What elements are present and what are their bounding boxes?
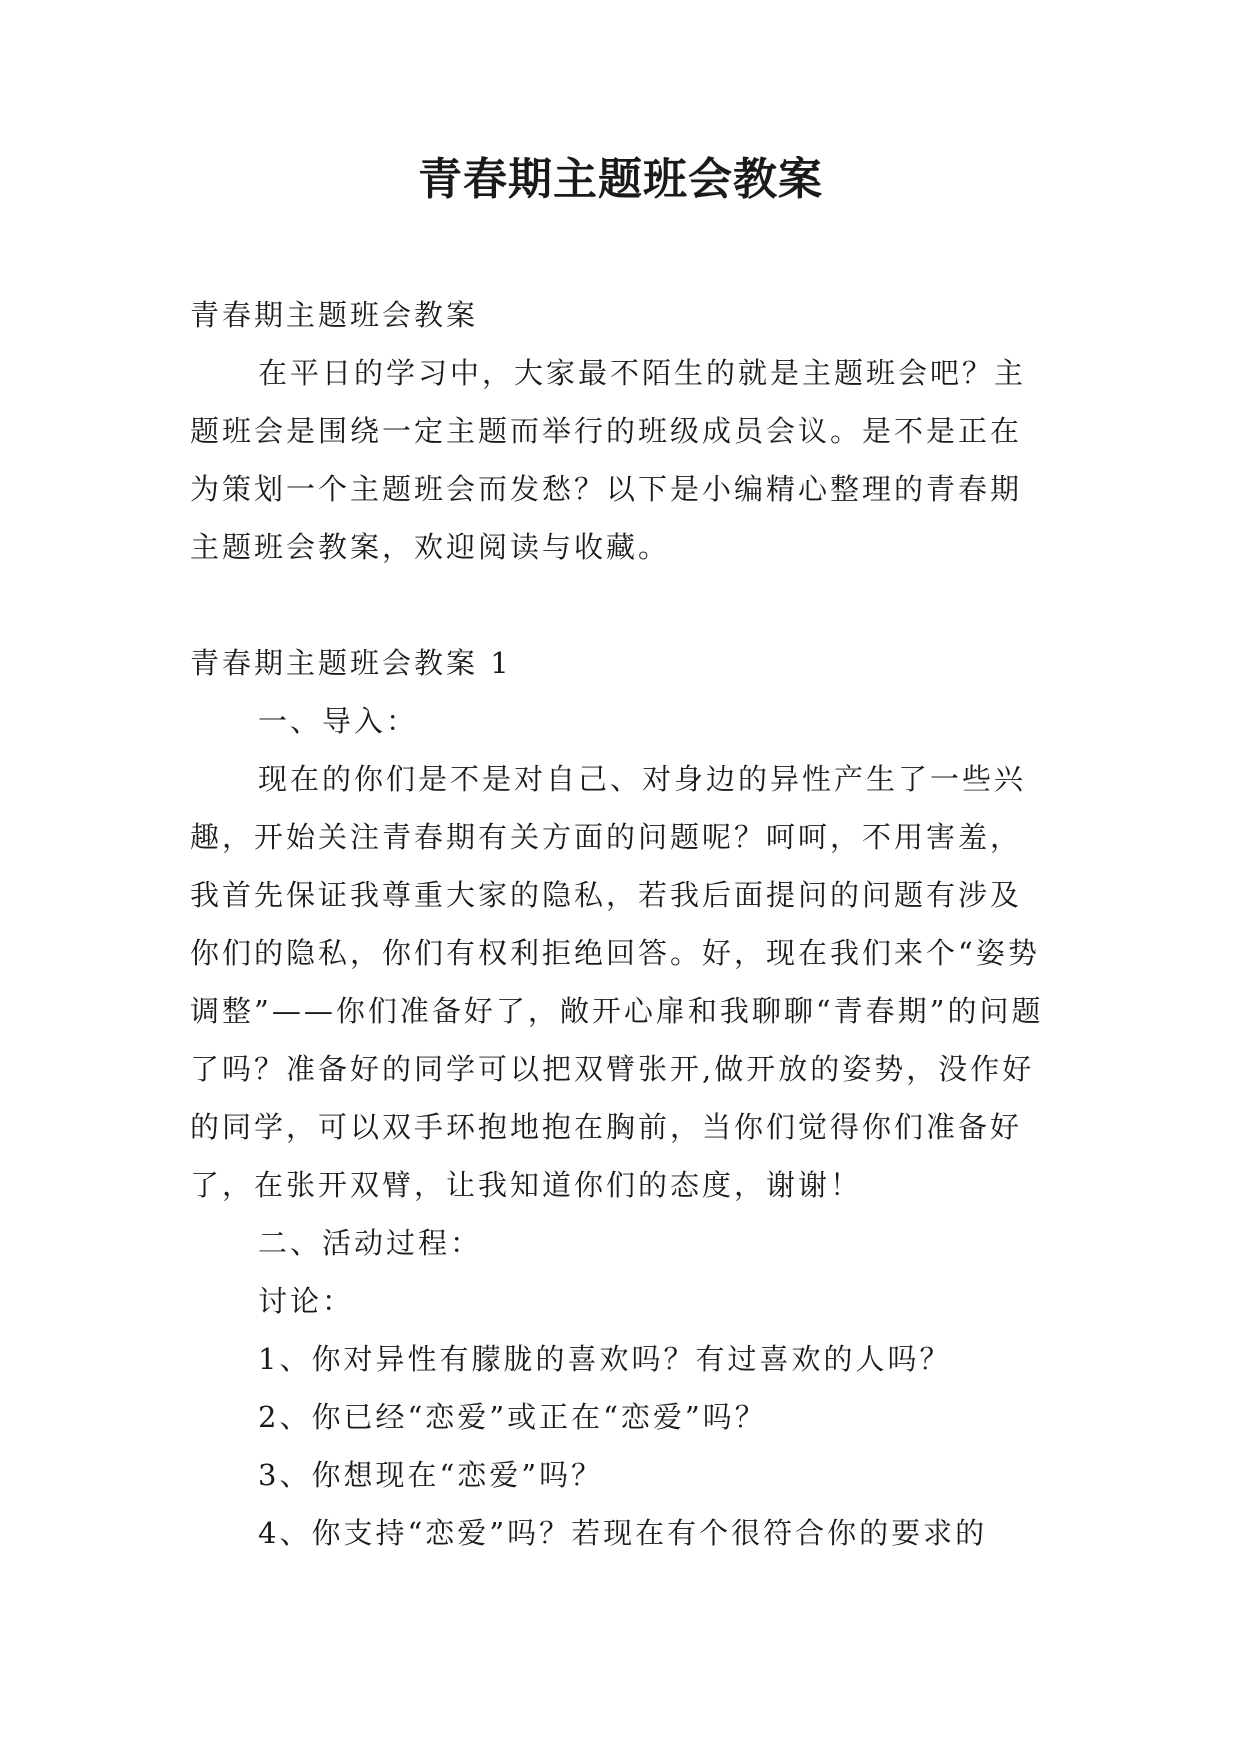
part-two-label: 二、活动过程： (258, 1226, 483, 1260)
document-body (190, 286, 1050, 1562)
intro-paragraph: 在平日的学习中，大家最不陌生的就是主题班会吧？主题班会是围绕一定主题而举行的班级成员会议。是不是正在为策划一个主题班会而发愁？以下是小编精心整理的青春期主题班会教案，欢迎阅读与收藏。 (190, 356, 1027, 564)
question-item: 2、你已经“恋爱”或正在“恋爱”吗？ (258, 1400, 767, 1434)
paragraph-gap (190, 576, 1050, 634)
intro-heading: 青春期主题班会教案 (190, 298, 479, 332)
part-one-label: 一、导入： (258, 704, 419, 738)
discussion-label: 讨论： (258, 1284, 355, 1318)
document-title: 青春期主题班会教案 (418, 154, 823, 205)
section-heading: 青春期主题班会教案 1 (190, 646, 512, 680)
question-item: 3、你想现在“恋爱”吗？ (258, 1458, 604, 1492)
question-item: 4、你支持“恋爱”吗？若现在有个很符合你的要求的 (258, 1516, 988, 1550)
part-one-paragraph: 现在的你们是不是对自己、对身边的异性产生了一些兴趣，开始关注青春期有关方面的问题呢？呵呵，不用害羞，我首先保证我尊重大家的隐私，若我后面提问的问题有涉及你们的隐私，你们有权利拒绝回答。好，现在我们来个“姿势调整”——你们准备好了，敞开心扉和我聊聊“青春期”的问题了吗？准备好的同学可以把双臂张开,做开放的姿势，没作好的同学，可以双手环抱地抱在胸前，当你们觉得你们准备好了，在张开双臂，让我知道你们的态度，谢谢！ (190, 762, 1044, 1202)
question-item: 1、你对异性有朦胧的喜欢吗？有过喜欢的人吗？ (258, 1342, 952, 1376)
